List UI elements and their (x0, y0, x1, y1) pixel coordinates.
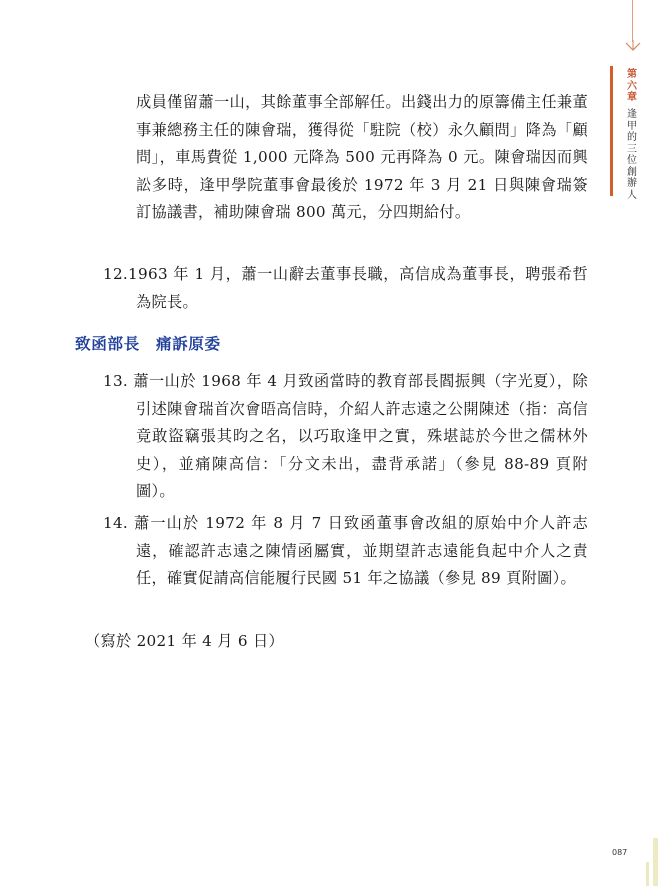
corner-decoration (653, 838, 658, 886)
signoff-date: （寫於 2021 年 4 月 6 日） (85, 632, 284, 650)
section-heading: 致函部長 痛訴原委 (75, 335, 221, 353)
list-item-text: 14. 蕭一山於 1972 年 8 月 7 日致函董事會改組的原始中介人許志遠，確認許志遠之陳情函屬實，並期望許志遠能負起中介人之責任，確實促請高信能履行民國 51 年之協議（參見 89 頁附圖）。 (103, 514, 588, 588)
list-item-text: 12.1963 年 1 月，蕭一山辭去董事長職，高信成為董事長，聘張希哲為院長。 (103, 265, 588, 311)
list-item-14 (103, 510, 588, 593)
page-number: 087 (612, 848, 628, 857)
margin-rule (632, 0, 633, 42)
chevron-down-icon (624, 40, 642, 54)
list-item-text: 13. 蕭一山於 1968 年 4 月致函當時的教育部長閻振興（字光夏），除引述陳會瑞首次會晤高信時，介紹人許志遠之公開陳述（指：高信竟敢盜竊張其昀之名，以巧取逢甲之實，殊堪誌於今世之儒林外史），並痛陳高信：「分文未出，盡背承諾」（參見 88-89 頁附圖）。 (103, 372, 588, 501)
chapter-label: 第六章 (627, 69, 637, 103)
chapter-accent-bar (610, 66, 613, 196)
continuation-paragraph: 成員僅留蕭一山，其餘董事全部解任。出錢出力的原籌備主任兼董事兼總務主任的陳會瑞，獲得從「駐院（校）永久顧問」降為「顧問」，車馬費從 1,000 元降為 500 元再降為 0 元。陳會瑞因而興訟多時，逢甲學院董事會最後於 1972 年 3 月 21 日與陳會瑞簽訂協議書，補助陳會瑞 800 萬元，分四期給付。 (136, 93, 588, 222)
chapter-title: 逢甲的三位創辦人 (627, 109, 637, 201)
list-item-12 (103, 261, 588, 316)
list-item-13 (103, 368, 588, 506)
